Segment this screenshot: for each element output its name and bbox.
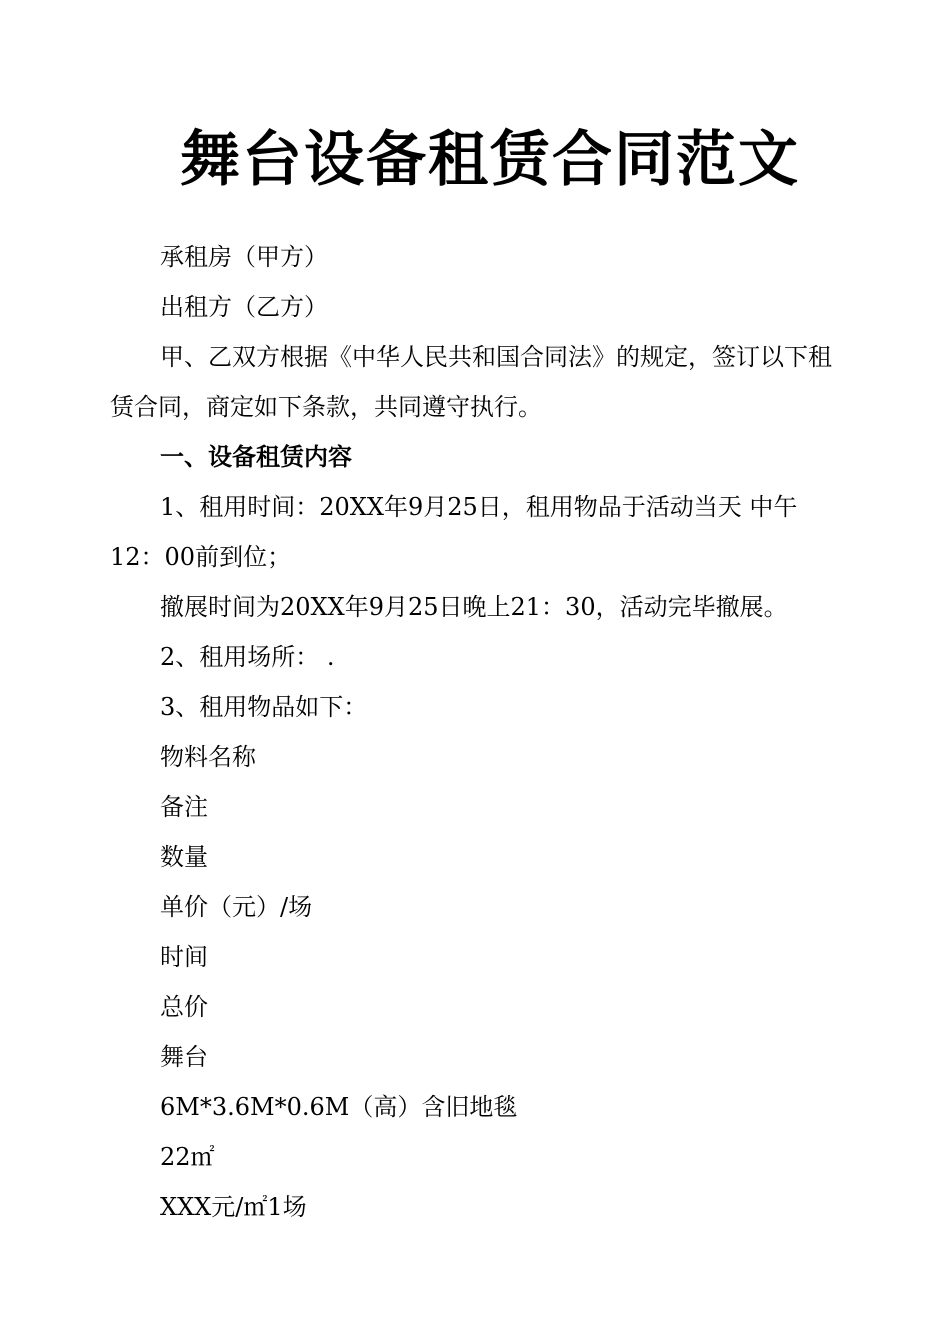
section-heading-rental-content: 一、设备租赁内容	[160, 443, 352, 471]
item-quantity-stage: 22㎡	[160, 1143, 215, 1171]
document-title: 舞台设备租赁合同范文	[180, 125, 800, 195]
clause-rental-items: 3、租用物品如下：	[160, 693, 368, 721]
item-price-stage: XXX元/㎡1场	[160, 1193, 307, 1221]
item-column-unit-price: 单价（元）/场	[160, 893, 313, 921]
clause-rental-time: 1、租用时间：20XX年9月25日，租用物品于活动当天 中午12：00前到位；	[110, 493, 798, 571]
item-column-remark: 备注	[160, 793, 208, 821]
item-column-name: 物料名称	[160, 743, 256, 771]
party-a-line: 承租房（甲方）	[160, 243, 328, 271]
preamble-paragraph: 甲、乙双方根据《中华人民共和国合同法》的规定，签订以下租赁合同，商定如下条款，共同遵守执行。	[110, 343, 832, 421]
item-column-quantity: 数量	[160, 843, 208, 871]
document-body	[110, 232, 850, 1232]
item-column-total: 总价	[160, 993, 208, 1021]
item-name-stage: 舞台	[160, 1043, 208, 1071]
item-column-time: 时间	[160, 943, 208, 971]
party-b-line: 出租方（乙方）	[160, 293, 328, 321]
item-remark-stage: 6M*3.6M*0.6M（高）含旧地毯	[160, 1093, 518, 1121]
clause-rental-venue: 2、租用场所： .	[160, 643, 335, 671]
clause-teardown-time: 撤展时间为20XX年9月25日晚上21：30，活动完毕撤展。	[160, 593, 788, 621]
